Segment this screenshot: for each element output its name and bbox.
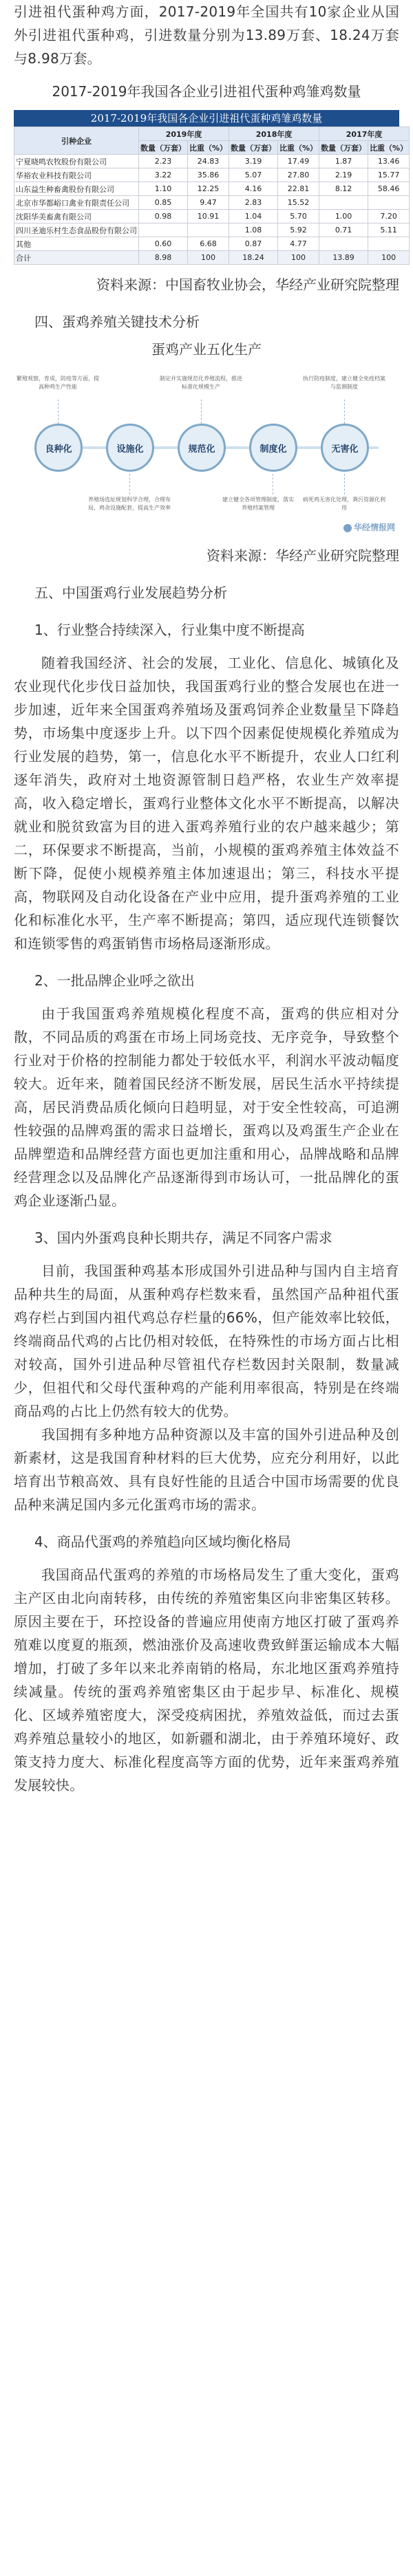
cell-value: 8.98 — [139, 251, 188, 265]
connector-line — [58, 400, 59, 424]
cell-value: 5.92 — [278, 223, 319, 237]
cell-value: 15.52 — [278, 196, 319, 210]
trend-1-heading: 1、行业整合持续深入，行业集中度不断提高 — [34, 622, 305, 638]
trend-3-heading: 3、国内外蛋鸡良种长期共存，满足不同客户需求 — [34, 1230, 332, 1246]
cell-value: 5.07 — [229, 168, 278, 182]
cell-value: 24.83 — [188, 155, 229, 168]
cell-value — [319, 196, 368, 210]
header-year-2017: 2017年度 — [319, 127, 410, 141]
section-4-heading: 四、蛋鸡养殖关键技术分析 — [34, 314, 200, 330]
cell-value: 1.08 — [229, 223, 278, 237]
ring-institutionalization: 制度化 — [249, 424, 297, 472]
cell-value: 18.24 — [229, 251, 278, 265]
cell-value: 4.16 — [229, 182, 278, 196]
import-table-figure — [14, 110, 408, 265]
diagram-caption: 蛋鸡产业五化生产 — [151, 341, 262, 358]
cell-value: 15.77 — [368, 168, 410, 182]
cell-value — [319, 237, 368, 251]
cell-value: 6.68 — [188, 237, 229, 251]
intro-paragraph: 引进祖代蛋种鸡方面，2017-2019年全国共有10家企业从国外引进祖代蛋种鸡，引进数量分别为13.89万套、18.24万套与8.98万套。 — [14, 3, 399, 67]
trend-4-body: 我国商品代蛋鸡的养殖的市场格局发生了重大变化，蛋鸡主产区由北向南转移，由传统的养殖密集区向非密集区转移。原因主要在于，环控设备的普遍应用使南方地区打破了蛋鸡养殖难以度夏的瓶颈，燃油涨价及高速收费致鲜蛋运输成本大幅增加，打破了多年以来北养南销的格局，东北地区蛋鸡养殖持续减量。传统的蛋鸡养殖密集区由于起步早、标准化、规模化、区域养殖密度大，深受疫病困扰，养殖效益低，而过去蛋鸡养殖总量较小的地区，如新疆和湖北，由于养殖环境好、政策支持力度大、标准化程度高等方面的优势，近年来蛋鸡养殖发展较快。 — [14, 1567, 399, 1793]
trend-1-body: 随着我国经济、社会的发展，工业化、信息化、城镇化及农业现代化步伐日益加快，我国蛋鸡行业的整合发展也在进一步加速，近年来全国蛋鸡养殖场及蛋鸡饲养企业数量呈下降趋势，市场集中度逐步上升。以下四个因素促使规模化养殖成为行业发展的趋势，第一，信息化水平不断提升，农业人口红利逐年消失，政府对土地资源管制日趋严格，农业生产效率提高，收入稳定增长，蛋鸡行业整体文化水平不断提高，以解决就业和脱贫致富为目的进入蛋鸡养殖行业的农户越来越少；第二，环保要求不断提高，当前，小规模的蛋鸡养殖主体效益不断下降，促使小规模养殖主体加速退出；第三，科技水平提高，物联网及自动化设备在产业中应用，提升蛋鸡养殖的工业化和标准化水平，生产率不断提高；第四，适应现代连锁餐饮和连锁零售的鸡蛋销售市场格局逐渐形成。 — [14, 655, 399, 952]
ring-facilities: 设施化 — [106, 424, 154, 472]
table-image-title: 2017-2019年我国各企业引进祖代蛋种鸡雏鸡数量 — [14, 110, 399, 127]
cell-value: 58.46 — [368, 182, 410, 196]
cell-value — [139, 223, 188, 237]
note-top-3: 执行防疫制度，建立健全免疫档案与监测制度 — [303, 375, 385, 390]
cell-value: 3.19 — [229, 155, 278, 168]
sub-header-share: 比重（%） — [188, 141, 229, 155]
cell-value: 0.98 — [139, 210, 188, 223]
header-company: 引种企业 — [14, 127, 139, 155]
trend-4-heading: 4、商品代蛋鸡的养殖趋向区域均衡化格局 — [34, 1533, 291, 1550]
cell-value: 100 — [188, 251, 229, 265]
note-top-1: 繁殖观察，育成，防疫等方面，提高种鸡生产性能 — [17, 375, 99, 390]
trend-2-body: 由于我国蛋鸡养殖规模化程度不高，蛋鸡的供应相对分散，不同品质的鸡蛋在市场上同场竞技、无序竞争，导致整个行业对于价格的控制能力都处于较低水平，利润水平波动幅度较大。近年来，随着国民经济不断发展，居民生活水平持续提高，居民消费品质化倾向日趋明显，对于安全性较高，可追溯性较强的品牌鸡蛋的需求日益增长，蛋鸡以及鸡蛋生产企业在品牌塑造和品牌经营方面也更加注重和用心，品牌战略和品牌经营理念以及品牌化产品逐渐得到市场认可，一批品牌化的蛋鸡企业逐渐凸显。 — [14, 1005, 399, 1209]
cell-value: 35.86 — [188, 168, 229, 182]
cell-value: 1.04 — [229, 210, 278, 223]
cell-company: 宁夏晓鸣农牧股份有限公司 — [14, 155, 139, 168]
cell-value: 100 — [368, 251, 410, 265]
cell-value: 2.83 — [229, 196, 278, 210]
watermark-text: 华经情报网 — [353, 523, 395, 532]
cell-value: 1.00 — [319, 210, 368, 223]
cell-value: 3.22 — [139, 168, 188, 182]
trend-3-body-2: 我国拥有多种地方品种资源以及丰富的国外引进品种及创新素材，这是我国育种材料的巨大优势，应充分利用好，以此培育出节粮高效、具有良好性能的且适合中国市场需要的优良品种来满足国内多元化蛋鸡市场的需求。 — [14, 1426, 399, 1513]
diagram-source: 资料来源：华经产业研究院整理 — [206, 547, 399, 564]
sub-header-share: 比重（%） — [368, 141, 410, 155]
trend-3-body-1: 目前，我国蛋种鸡基本形成国外引进品种与国内自主培育品种共生的局面，从蛋种鸡存栏数来看，虽然国产品种祖代蛋鸡存栏占到国内祖代鸡总存栏量的66%，但产能效率比较低，终端商品代鸡的占比仍相对较低，在特殊性的市场方面占比相对较高，国外引进品种尽管祖代存栏数因封关限制，数量减少，但祖代和父母代蛋种鸡的产能利用率很高，特别是在终端商品鸡的占比上仍然有较大的优势。 — [14, 1263, 399, 1419]
logo-icon — [343, 524, 352, 532]
ring-standardization: 规范化 — [178, 424, 226, 472]
ring-harmless: 无害化 — [321, 424, 369, 472]
sub-header-qty: 数量（万套） — [229, 141, 278, 155]
note-bottom-3: 病死鸡无害化处理，粪污资源化利用 — [303, 496, 385, 511]
header-year-2018: 2018年度 — [229, 127, 319, 141]
cell-value: 4.77 — [278, 237, 319, 251]
cell-value: 10.91 — [188, 210, 229, 223]
cell-company: 北京市华都峪口禽业有限责任公司 — [14, 196, 139, 210]
cell-value: 1.87 — [319, 155, 368, 168]
cell-value — [188, 223, 229, 237]
cell-value — [368, 196, 410, 210]
table-total-row — [14, 251, 410, 265]
watermark-logo — [343, 521, 395, 533]
table-row — [14, 196, 410, 210]
cell-value: 8.12 — [319, 182, 368, 196]
cell-value: 17.49 — [278, 155, 319, 168]
table-row — [14, 223, 410, 237]
cell-value: 7.20 — [368, 210, 410, 223]
cell-value: 12.25 — [188, 182, 229, 196]
cell-value: 5.11 — [368, 223, 410, 237]
connector-line — [344, 474, 345, 494]
connector-line — [344, 400, 345, 424]
cell-value: 1.10 — [139, 182, 188, 196]
import-table — [14, 127, 410, 265]
cell-value: 0.85 — [139, 196, 188, 210]
note-top-2: 制定并实施规范化养殖流程，推进标准化规模生产 — [160, 375, 242, 390]
table-row — [14, 182, 410, 196]
cell-company: 沈阳华美畜禽有限公司 — [14, 210, 139, 223]
cell-company: 其他 — [14, 237, 139, 251]
table-row — [14, 237, 410, 251]
section-5-heading: 五、中国蛋鸡行业发展趋势分析 — [34, 585, 227, 601]
note-bottom-1: 养殖场选址规划科学合理，合理布局，鸡舍设施配套，提高生产效率 — [88, 496, 171, 511]
cell-company: 合计 — [14, 251, 139, 265]
table-source: 资料来源：中国畜牧业协会，华经产业研究院整理 — [96, 276, 399, 293]
sub-header-qty: 数量（万套） — [139, 141, 188, 155]
table-row — [14, 155, 410, 168]
cell-value: 13.46 — [368, 155, 410, 168]
table-row — [14, 168, 410, 182]
table-row — [14, 210, 410, 223]
cell-value: 13.89 — [319, 251, 368, 265]
cell-value: 2.23 — [139, 155, 188, 168]
connector-line — [201, 400, 202, 424]
trend-2-heading: 2、一批品牌企业呼之欲出 — [34, 972, 195, 989]
sub-header-qty: 数量（万套） — [319, 141, 368, 155]
cell-value: 100 — [278, 251, 319, 265]
cell-value: 27.80 — [278, 168, 319, 182]
table-caption: 2017-2019年我国各企业引进祖代蛋种鸡雏鸡数量 — [52, 83, 361, 100]
connector-line — [129, 474, 130, 494]
sub-header-share: 比重（%） — [278, 141, 319, 155]
cell-value — [368, 237, 410, 251]
cell-company: 四川圣迪乐村生态食品股份有限公司 — [14, 223, 139, 237]
cell-value: 0.71 — [319, 223, 368, 237]
cell-value: 0.60 — [139, 237, 188, 251]
five-modernization-diagram — [14, 365, 399, 537]
note-bottom-2: 建立健全各项管理制度，落实养殖档案管理 — [222, 496, 294, 511]
cell-value: 5.70 — [278, 210, 319, 223]
cell-value: 22.81 — [278, 182, 319, 196]
cell-company: 山东益生种畜禽股份有限公司 — [14, 182, 139, 196]
header-year-2019: 2019年度 — [139, 127, 229, 141]
cell-company: 华裕农业科技有限公司 — [14, 168, 139, 182]
cell-value: 2.19 — [319, 168, 368, 182]
ring-improved-breed: 良种化 — [34, 424, 83, 472]
cell-value: 9.47 — [188, 196, 229, 210]
cell-value: 0.87 — [229, 237, 278, 251]
